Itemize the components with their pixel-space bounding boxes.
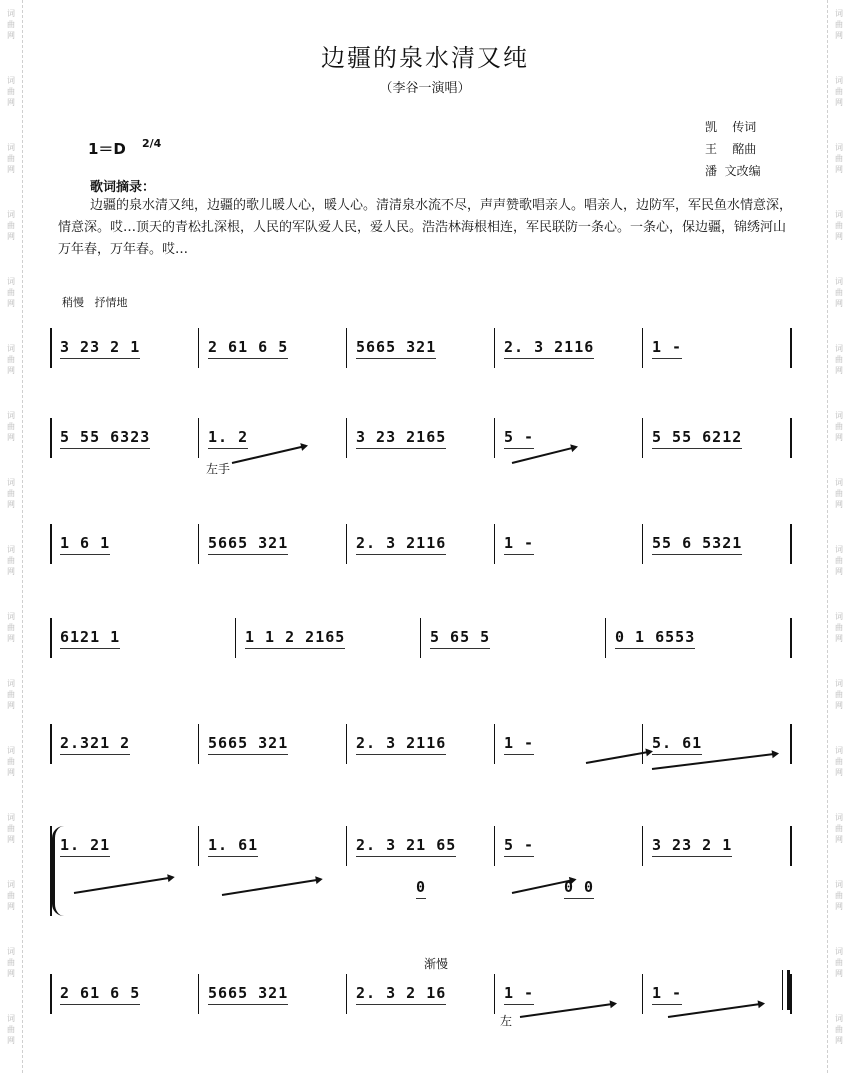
watermark-char: 网 — [7, 165, 15, 174]
barline — [50, 724, 52, 764]
barline — [346, 974, 347, 1014]
barline — [50, 524, 52, 564]
measure-notes: 5. 61 — [652, 734, 703, 752]
measure-notes: 5 55 6212 — [652, 428, 743, 446]
barline — [642, 418, 643, 458]
barline — [494, 724, 495, 764]
watermark-char: 网 — [7, 366, 15, 375]
barline — [642, 826, 643, 866]
watermark-column — [828, 276, 850, 309]
barline — [605, 618, 606, 658]
watermark-char: 词 — [7, 947, 15, 956]
measure-notes: 1. 2 — [208, 428, 249, 446]
watermark-column — [828, 1013, 850, 1046]
watermark-char: 曲 — [835, 1025, 843, 1034]
time-signature: 2/4 — [142, 137, 162, 150]
watermark-char: 曲 — [7, 489, 15, 498]
watermark-column — [0, 410, 22, 443]
barline — [198, 724, 199, 764]
watermark-char: 曲 — [835, 690, 843, 699]
watermark-char: 网 — [835, 433, 843, 442]
barline — [494, 418, 495, 458]
measure-notes: 2. 3 2116 — [356, 734, 447, 752]
credits — [705, 116, 761, 182]
watermark-char: 词 — [7, 478, 15, 487]
watermark-char: 曲 — [835, 422, 843, 431]
barline — [494, 524, 495, 564]
watermark-char: 词 — [7, 612, 15, 621]
watermark-char: 曲 — [7, 355, 15, 364]
measure-notes: 1 - — [652, 338, 683, 356]
watermark-char: 词 — [7, 344, 15, 353]
watermark-char: 词 — [835, 679, 843, 688]
watermark-char: 网 — [835, 902, 843, 911]
watermark-char: 词 — [7, 143, 15, 152]
watermark-char: 词 — [7, 545, 15, 554]
barline — [642, 974, 643, 1014]
watermark-char: 网 — [835, 634, 843, 643]
barline — [790, 724, 792, 764]
watermark-char: 网 — [7, 500, 15, 509]
measure-notes: 1 1 2 2165 — [245, 628, 346, 646]
score-row — [50, 820, 800, 896]
barline — [50, 328, 52, 368]
glissando-arrow — [222, 878, 321, 896]
tempo-mark — [62, 294, 128, 310]
watermark-char: 曲 — [835, 824, 843, 833]
watermark-column — [0, 544, 22, 577]
watermark-column — [828, 946, 850, 979]
measure-notes: 2. 3 2 16 — [356, 984, 447, 1002]
barline — [346, 524, 347, 564]
measure-notes: 2.321 2 — [60, 734, 131, 752]
watermark-char: 网 — [7, 567, 15, 576]
watermark-char: 曲 — [7, 87, 15, 96]
key-signature: 1＝D — [88, 140, 126, 158]
watermark-char: 网 — [7, 31, 15, 40]
measure-notes: 5665 321 — [356, 338, 437, 356]
score-row — [50, 322, 800, 374]
measure-notes: 55 6 5321 — [652, 534, 743, 552]
measure-notes: 1. 21 — [60, 836, 111, 854]
watermark-column — [828, 544, 850, 577]
barline — [346, 328, 347, 368]
watermark-char: 词 — [7, 813, 15, 822]
watermark-column — [0, 678, 22, 711]
barline — [198, 974, 199, 1014]
watermark-char: 曲 — [835, 757, 843, 766]
measure-notes: 1 - — [652, 984, 683, 1002]
measure-notes: 5665 321 — [208, 984, 289, 1002]
watermark-char: 网 — [7, 835, 15, 844]
watermark-char: 曲 — [7, 1025, 15, 1034]
barline — [420, 618, 421, 658]
watermark-char: 网 — [7, 1036, 15, 1045]
watermark-char: 曲 — [835, 154, 843, 163]
watermark-char: 网 — [835, 835, 843, 844]
measure-notes: 2 61 6 5 — [60, 984, 141, 1002]
watermark-char: 曲 — [835, 891, 843, 900]
watermark-column — [0, 8, 22, 41]
watermark-char: 词 — [7, 76, 15, 85]
score-row — [50, 612, 800, 664]
barline — [346, 826, 347, 866]
final-barline-thin — [782, 970, 783, 1010]
measure-notes: 6121 1 — [60, 628, 121, 646]
lower-voice-notes: 0 — [416, 878, 427, 896]
watermark-char: 网 — [835, 31, 843, 40]
watermark-column — [0, 477, 22, 510]
score-row — [50, 718, 800, 770]
performer-subtitle: （李谷一演唱） — [379, 81, 471, 96]
watermark-char: 曲 — [835, 20, 843, 29]
watermark-char: 曲 — [7, 690, 15, 699]
lower-voice-notes: 0 0 — [564, 878, 595, 896]
measure-notes: 1 - — [504, 734, 535, 752]
measure-notes: 3 23 2165 — [356, 428, 447, 446]
watermark-char: 网 — [7, 98, 15, 107]
watermark-char: 词 — [835, 9, 843, 18]
watermark-char: 词 — [835, 813, 843, 822]
watermark-char: 词 — [835, 478, 843, 487]
score-row — [50, 412, 800, 464]
measure-notes: 2. 3 21 65 — [356, 836, 457, 854]
barline — [198, 826, 199, 866]
watermark-column — [0, 276, 22, 309]
watermark-char: 网 — [835, 1036, 843, 1045]
watermark-column — [828, 678, 850, 711]
barline — [50, 418, 52, 458]
barline — [494, 974, 495, 1014]
watermark-column — [0, 946, 22, 979]
barline — [50, 974, 52, 1014]
barline — [494, 826, 495, 866]
barline — [790, 974, 792, 1014]
credit-lyricist: 凯 传词 — [705, 120, 757, 134]
watermark-char: 词 — [835, 746, 843, 755]
measure-notes: 2. 3 2116 — [504, 338, 595, 356]
watermark-column — [828, 812, 850, 845]
watermark-column — [828, 410, 850, 443]
watermark-char: 曲 — [7, 891, 15, 900]
watermark-char: 词 — [835, 76, 843, 85]
barline — [235, 618, 236, 658]
watermark-column — [828, 8, 850, 41]
watermark-char: 曲 — [7, 824, 15, 833]
watermark-char: 词 — [835, 947, 843, 956]
watermark-char: 词 — [7, 9, 15, 18]
watermark-column — [0, 745, 22, 778]
watermark-char: 网 — [835, 98, 843, 107]
watermark-char: 词 — [835, 880, 843, 889]
watermark-column — [0, 1013, 22, 1046]
watermark-char: 词 — [7, 1014, 15, 1023]
watermark-char: 网 — [835, 299, 843, 308]
lyrics-excerpt: 边疆的泉水清又纯，边疆的歌儿暖人心，暖人心。清清泉水流不尽，声声赞歌唱亲人。唱亲人，边防军，军民鱼水情意深，情意深。哎…顶天的青松扎深根，人民的军队爱人民，爱人民。浩浩林海根相连，军民联防一条心。一条心，保边疆，锦绣河山万年春，万年春。哎… — [58, 198, 793, 257]
watermark-column — [0, 343, 22, 376]
watermark-char: 词 — [835, 143, 843, 152]
watermark-char: 词 — [835, 612, 843, 621]
measure-notes: 2. 3 2116 — [356, 534, 447, 552]
watermark-char: 网 — [835, 567, 843, 576]
barline — [642, 724, 643, 764]
measure-notes: 5 65 5 — [430, 628, 491, 646]
watermark-char: 网 — [835, 768, 843, 777]
watermark-column — [0, 879, 22, 912]
watermark-char: 网 — [7, 634, 15, 643]
watermark-char: 词 — [835, 344, 843, 353]
tempo-lyrical: 抒情地 — [94, 296, 128, 309]
measure-notes: 1 - — [504, 534, 535, 552]
measure-notes: 5 - — [504, 836, 535, 854]
watermark-column — [828, 142, 850, 175]
watermark-column — [0, 812, 22, 845]
system-brace — [52, 826, 69, 916]
watermark-char: 词 — [835, 277, 843, 286]
watermark-char: 网 — [7, 299, 15, 308]
watermark-char: 网 — [835, 165, 843, 174]
barline — [642, 524, 643, 564]
barline — [642, 328, 643, 368]
barline — [346, 418, 347, 458]
ritardando-mark: 渐慢 — [424, 957, 449, 971]
watermark-char: 曲 — [7, 958, 15, 967]
barline — [790, 328, 792, 368]
watermark-char: 曲 — [835, 958, 843, 967]
measure-notes: 3 23 2 1 — [60, 338, 141, 356]
watermark-char: 曲 — [7, 623, 15, 632]
watermark-char: 词 — [7, 411, 15, 420]
watermark-char: 曲 — [7, 422, 15, 431]
tempo-slow: 稍慢 — [62, 296, 84, 309]
watermark-char: 网 — [835, 232, 843, 241]
watermark-column — [828, 745, 850, 778]
measure-notes: 0 1 6553 — [615, 628, 696, 646]
barline — [494, 328, 495, 368]
score-row — [50, 518, 800, 570]
measure-notes: 1. 61 — [208, 836, 259, 854]
left-label-short: 左 — [500, 1014, 513, 1028]
watermark-column — [828, 209, 850, 242]
watermark-column — [828, 879, 850, 912]
song-title: 边疆的泉水清又纯 — [321, 44, 529, 72]
barline — [198, 418, 199, 458]
watermark-column — [0, 209, 22, 242]
watermark-char: 曲 — [7, 288, 15, 297]
watermark-char: 词 — [7, 679, 15, 688]
watermark-char: 网 — [7, 701, 15, 710]
measure-notes: 1 - — [504, 984, 535, 1002]
watermark-char: 网 — [7, 433, 15, 442]
watermark-char: 曲 — [835, 556, 843, 565]
watermark-char: 网 — [835, 969, 843, 978]
barline — [198, 328, 199, 368]
left-hand-label: 左手 — [206, 462, 231, 476]
watermark-char: 词 — [7, 210, 15, 219]
watermark-char: 网 — [7, 232, 15, 241]
watermark-char: 网 — [7, 969, 15, 978]
watermark-char: 曲 — [835, 221, 843, 230]
measure-notes: 3 23 2 1 — [652, 836, 733, 854]
measure-notes: 5 - — [504, 428, 535, 446]
watermark-char: 词 — [7, 746, 15, 755]
watermark-char: 词 — [835, 545, 843, 554]
watermark-char: 曲 — [835, 355, 843, 364]
final-barline-thick — [787, 970, 790, 1010]
measure-notes: 5 55 6323 — [60, 428, 151, 446]
barline — [790, 418, 792, 458]
barline — [790, 618, 792, 658]
watermark-char: 词 — [835, 1014, 843, 1023]
watermark-char: 词 — [835, 210, 843, 219]
measure-notes: 1 6 1 — [60, 534, 111, 552]
barline — [50, 618, 52, 658]
watermark-char: 网 — [835, 701, 843, 710]
watermark-char: 曲 — [7, 757, 15, 766]
watermark-char: 曲 — [835, 87, 843, 96]
watermark-char: 曲 — [7, 556, 15, 565]
watermark-char: 网 — [835, 366, 843, 375]
measure-notes: 5665 321 — [208, 734, 289, 752]
measure-notes: 2 61 6 5 — [208, 338, 289, 356]
watermark-char: 词 — [835, 411, 843, 420]
credit-composer: 王 酩曲 — [705, 142, 757, 156]
watermark-char: 曲 — [835, 489, 843, 498]
measure-notes: 5665 321 — [208, 534, 289, 552]
watermark-char: 曲 — [835, 288, 843, 297]
watermark-column — [828, 343, 850, 376]
watermark-char: 词 — [7, 880, 15, 889]
watermark-column — [828, 611, 850, 644]
credit-arranger: 潘 文改编 — [705, 164, 761, 178]
watermark-char: 网 — [7, 768, 15, 777]
watermark-column — [0, 611, 22, 644]
watermark-column — [828, 477, 850, 510]
watermark-char: 曲 — [7, 221, 15, 230]
watermark-char: 网 — [7, 902, 15, 911]
watermark-char: 曲 — [7, 20, 15, 29]
watermark-char: 词 — [7, 277, 15, 286]
watermark-char: 网 — [835, 500, 843, 509]
barline — [790, 524, 792, 564]
watermark-char: 曲 — [835, 623, 843, 632]
lyrics-heading: 歌词摘录： — [90, 180, 156, 195]
watermark-column — [0, 142, 22, 175]
barline — [346, 724, 347, 764]
barline — [790, 826, 792, 866]
watermark-char: 曲 — [7, 154, 15, 163]
barline — [198, 524, 199, 564]
glissando-arrow — [74, 876, 173, 894]
